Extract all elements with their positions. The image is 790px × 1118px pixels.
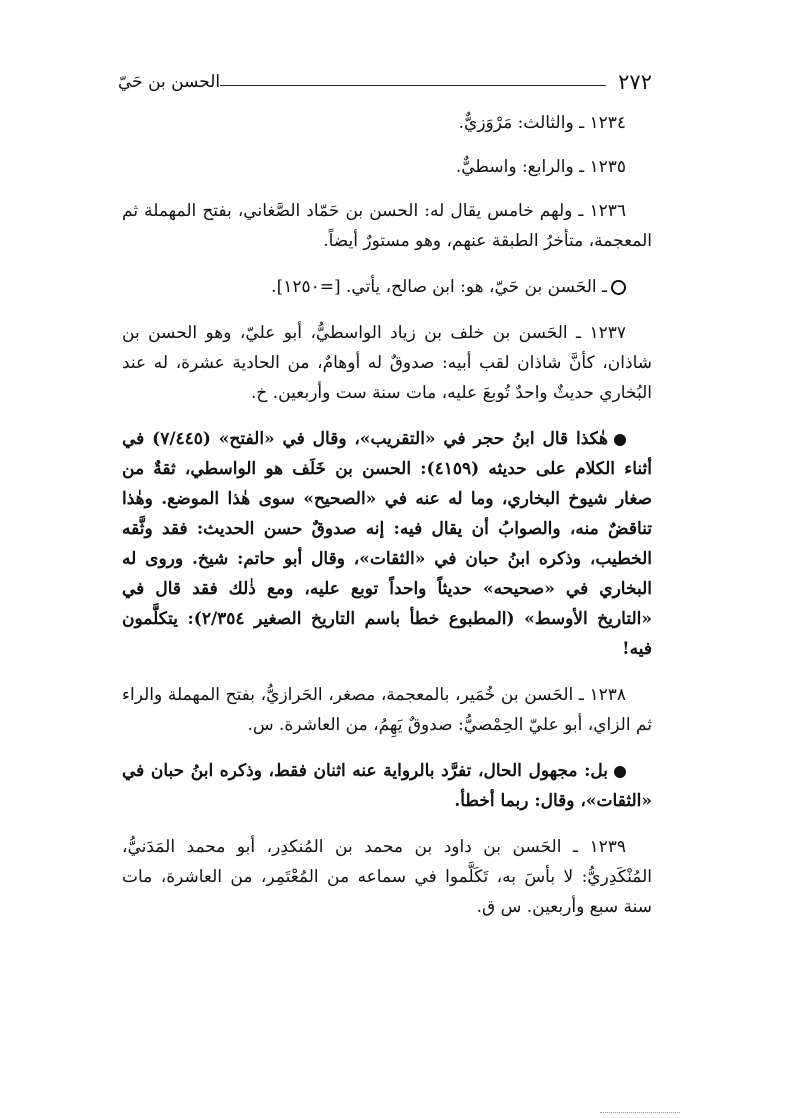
header-rule — [220, 85, 606, 86]
entry-1239: ١٢٣٩ ـ الحَسن بن داود بن محمد بن المُنكدِر، أبو محمد المَدَنيُّ، المُنْكَدِريُّ: لا بأسَ به، تَكَلَّموا في سماعه من المُعْتَمِر، من العاشرة، مات سنة سبع وأربعين. س ق. — [122, 837, 652, 917]
bullet-icon — [614, 766, 626, 778]
cross-reference-entry — [122, 272, 652, 302]
entry-1235: ١٢٣٥ ـ والرابع: واسطيٌّ. — [455, 157, 626, 177]
cross-reference-text: ـ الحَسن بن حَيّ، هو: ابن صالح، يأتي. [=١٢٥٠]. — [271, 277, 607, 297]
footer-rule — [600, 1112, 680, 1113]
cross-reference-circle-icon — [611, 280, 626, 295]
entry-1236: ١٢٣٦ ـ ولهم خامس يقال له: الحسن بن حَمّاد الصَّغاني، بفتح المهملة ثم المعجمة، متأخرُ الطبقة عنهم، وهو مستورٌ أيضاً. — [122, 201, 652, 251]
running-title: الحسن بن حَيّ — [118, 72, 221, 92]
commentary-1238-text: بل: مجهول الحال، تفرَّد بالرواية عنه اثنان فقط، وذكره ابنُ حبان في «الثقات»، وقال: ربما أخطأ. — [122, 761, 652, 811]
page-number: ٢٧٢ — [618, 70, 652, 94]
entry-1238: ١٢٣٨ ـ الحَسن بن خُمَير، بالمعجمة، مصغر، الحَرازيُّ، بفتح المهملة والراء ثم الزاي، أبو عليّ الحِمْصيُّ: صدوقٌ يَهِمُ، من العاشرة. س. — [122, 685, 652, 735]
page-header — [118, 68, 652, 98]
entry-1234: ١٢٣٤ ـ والثالث: مَرْوَزيٌّ. — [458, 113, 626, 133]
entry-1237: ١٢٣٧ ـ الحَسن بن خلف بن زياد الواسطيُّ، أبو عليّ، وهو الحسن بن شاذان، كأنَّ شاذان لقب أبيه: صدوقٌ له أوهامٌ، من الحادية عشرة، له عند البُخاري حديثٌ واحدٌ تُوبعَ عليه، مات سنة ست وأربعين. خ. — [122, 323, 652, 403]
commentary-1237 — [122, 424, 652, 664]
bullet-icon — [614, 434, 626, 446]
commentary-1238 — [122, 756, 652, 816]
commentary-1237-text: هٰكذا قال ابنُ حجر في «التقريب»، وقال في «الفتح» (٧/٤٤٥) في أثناء الكلام على حديثه (٤١٥٩): الحسن بن خَلَف هو الواسطي، ثقةٌ من صغار شيوخ البخاري، وما له عنه في «الصحيح» سوى هٰذا الموضع. وهٰذا تناقضٌ منه، والصوابُ أن يقال فيه: إنه صدوقٌ حسن الحديث: فقد وثَّقه الخطيب، وذكره ابنُ حبان في «الثقات»، وقال أبو حاتم: شيخ. وروى له البخاري في «صحيحه» حديثاً واحداً توبع عليه، ومع ذٰلك فقد قال في «التاريخ الأوسط» (المطبوع خطأ باسم التاريخ الصغير ٢/٣٥٤): يتكلَّمون فيه! — [122, 429, 652, 659]
page-body — [122, 108, 652, 938]
